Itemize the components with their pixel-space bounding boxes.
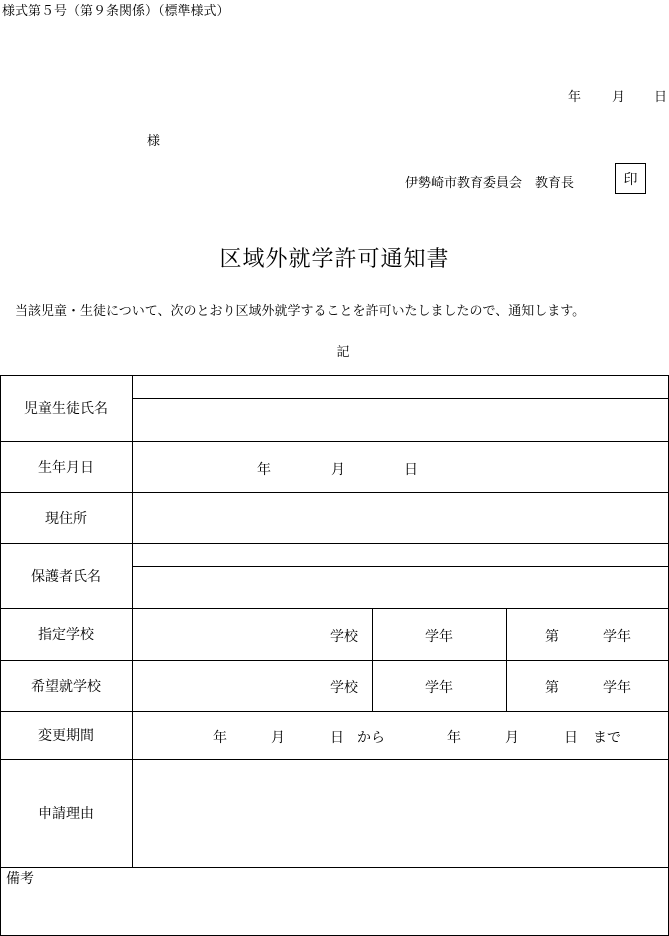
label-remarks: 備考 — [6, 871, 34, 887]
birth-year-unit: 年 — [257, 462, 271, 478]
date-day: 日 — [654, 90, 668, 105]
label-change-period: 変更期間 — [38, 728, 94, 744]
label-column-divider — [132, 375, 133, 867]
ki-label: 記 — [336, 345, 350, 360]
designated-dai-unit: 第 — [545, 629, 559, 645]
designated-school-unit: 学校 — [330, 629, 358, 645]
period-until-label: まで — [593, 730, 621, 746]
period-end-month-unit: 月 — [505, 730, 519, 746]
date-year: 年 — [568, 90, 582, 105]
school-column-divider — [372, 608, 373, 711]
designated-gakunen-unit: 学年 — [425, 629, 453, 645]
addressee-suffix: 様 — [147, 134, 161, 149]
furigana-line — [132, 566, 669, 567]
date-month: 月 — [612, 90, 626, 105]
desired-dai-unit: 第 — [545, 680, 559, 696]
label-guardian-name: 保護者氏名 — [31, 568, 101, 585]
form-table — [0, 375, 669, 936]
desired-gakunen-unit: 学年 — [425, 680, 453, 696]
label-student-name: 児童生徒氏名 — [24, 401, 108, 417]
period-start-year-unit: 年 — [213, 730, 227, 746]
period-start-month-unit: 月 — [271, 730, 285, 746]
issuer: 伊勢崎市教育委員会 教育長 — [405, 176, 575, 191]
period-end-day-unit: 日 — [564, 730, 578, 746]
intro-text: 当該児童・生徒について、次のとおり区域外就学することを許可いたしましたので、通知します。 — [15, 304, 586, 319]
designated-grade-unit: 学年 — [603, 629, 631, 645]
row-separator — [0, 867, 669, 868]
label-address: 現住所 — [45, 510, 87, 527]
label-designated-school: 指定学校 — [38, 627, 94, 643]
furigana-line — [132, 398, 669, 399]
label-reason: 申請理由 — [38, 806, 94, 822]
seal-label: 印 — [623, 171, 638, 188]
desired-school-unit: 学校 — [330, 680, 358, 696]
period-start-day-unit: 日 — [330, 730, 344, 746]
period-from-label: から — [357, 730, 385, 746]
label-desired-school: 希望就学校 — [31, 678, 101, 695]
period-end-year-unit: 年 — [447, 730, 461, 746]
seal-stamp-box — [615, 163, 646, 194]
form-reference: 様式第５号（第９条関係）（標準様式） — [2, 4, 230, 19]
label-birth-date: 生年月日 — [38, 459, 94, 476]
school-column-divider — [506, 608, 507, 711]
page-title: 区域外就学許可通知書 — [219, 247, 450, 272]
birth-day-unit: 日 — [404, 462, 418, 478]
birth-month-unit: 月 — [331, 462, 345, 478]
desired-grade-unit: 学年 — [603, 680, 631, 696]
